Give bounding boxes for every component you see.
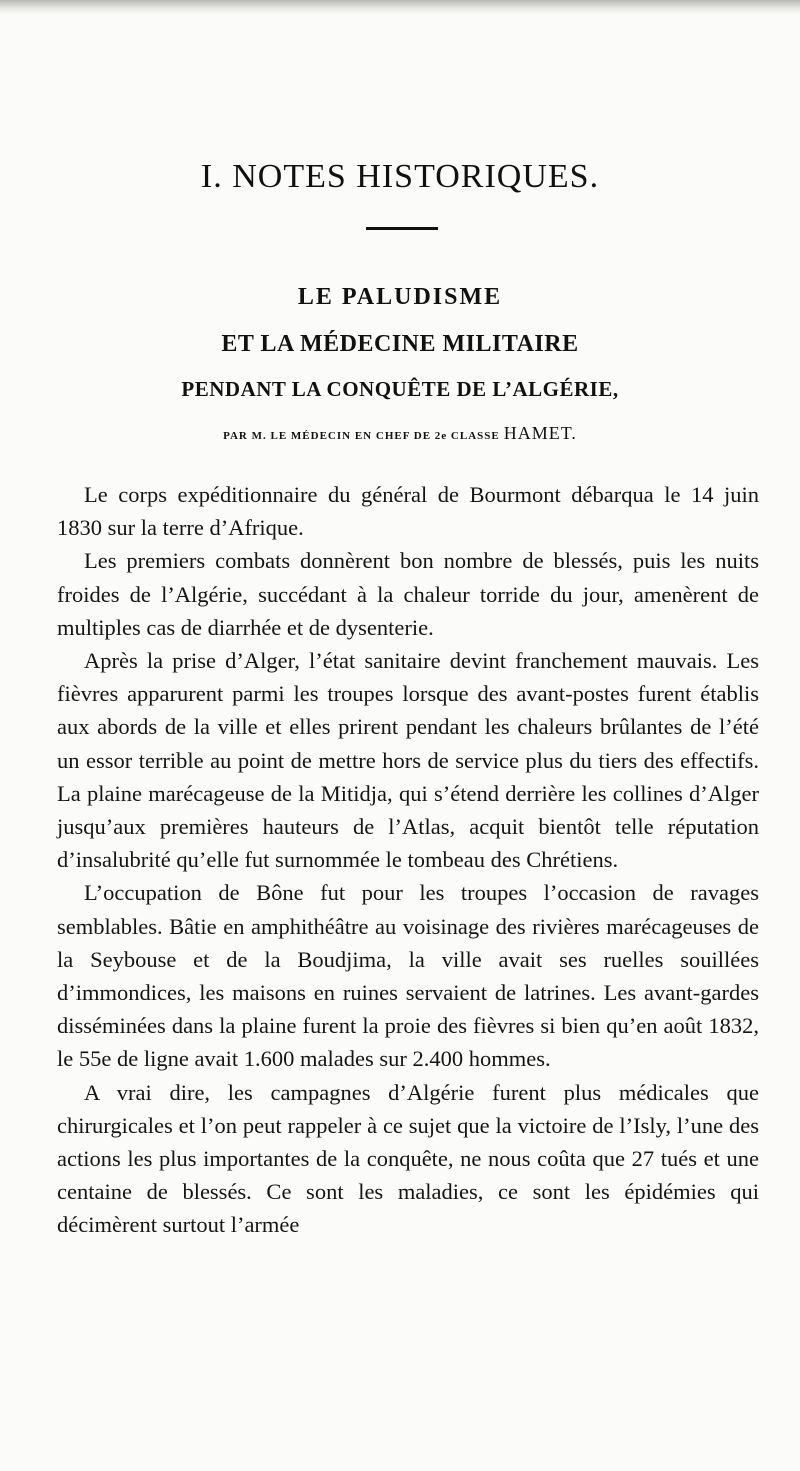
paragraph: A vrai dire, les campagnes d’Algérie furent plus médicales que chirurgicales et l’on peut rappeler à ce sujet que la victoire de l’Isly, l’une des actions les plus importantes de la conquête, ne nous coûta que 27 tués et une centaine de blessés. Ce sont les maladies, ce sont les épidémies qui décimèrent surtout l’armée [57,1079,759,1238]
article-title-line-3: PENDANT LA CONQUÊTE DE L’ALGÉRIE, [181,377,619,401]
article-title-line-2: ET LA MÉDECINE MILITAIRE [221,331,579,357]
article-body [57,478,759,1242]
byline [0,423,800,444]
paragraph: L’occupation de Bône fut pour les troupes l’occasion de ravages semblables. Bâtie en amphithéâtre au voisinage des rivières marécageuses de la Seybouse et de la Boudjima, la ville avait ses ruelles souillées d’immondices, les maisons en ruines servaient de latrines. Les avant-gardes disséminées dans la plaine furent la proie des fièvres si bien qu’en août 1832, le 55e de ligne avait 1.600 malades sur 2.400 hommes. [57,880,759,1072]
paragraph: Le corps expéditionnaire du général de Bourmont débarqua le 14 juin 1830 sur la terre d’Afrique. [57,482,759,541]
byline-author: HAMET. [503,423,577,443]
paragraph: Après la prise d’Alger, l’état sanitaire devint franchement mauvais. Les fièvres apparurent parmi les troupes lorsque des avant-postes furent établis aux abords de la ville et elles prirent pendant les chaleurs brûlantes de l’été un essor terrible au point de mettre hors de service plus du tiers des effectifs. La plaine marécageuse de la Mitidja, qui s’étend derrière les collines d’Alger jusqu’aux premières hauteurs de l’Atlas, acquit bientôt telle réputation d’insalubrité qu’elle fut surnommée le tombeau des Chrétiens. [57,648,759,873]
page-top-edge [0,0,800,14]
byline-prefix: PAR M. LE MÉDECIN EN CHEF DE 2e CLASSE [223,430,500,442]
heading-rule [366,227,438,230]
article-title-line-1: LE PALUDISME [297,284,503,310]
paragraph: Les premiers combats donnèrent bon nombre de blessés, puis les nuits froides de l’Algérie, succédant à la chaleur torride du jour, amenèrent de multiples cas de diarrhée et de dysenterie. [57,548,759,640]
section-heading: I. NOTES HISTORIQUES. [200,158,600,195]
